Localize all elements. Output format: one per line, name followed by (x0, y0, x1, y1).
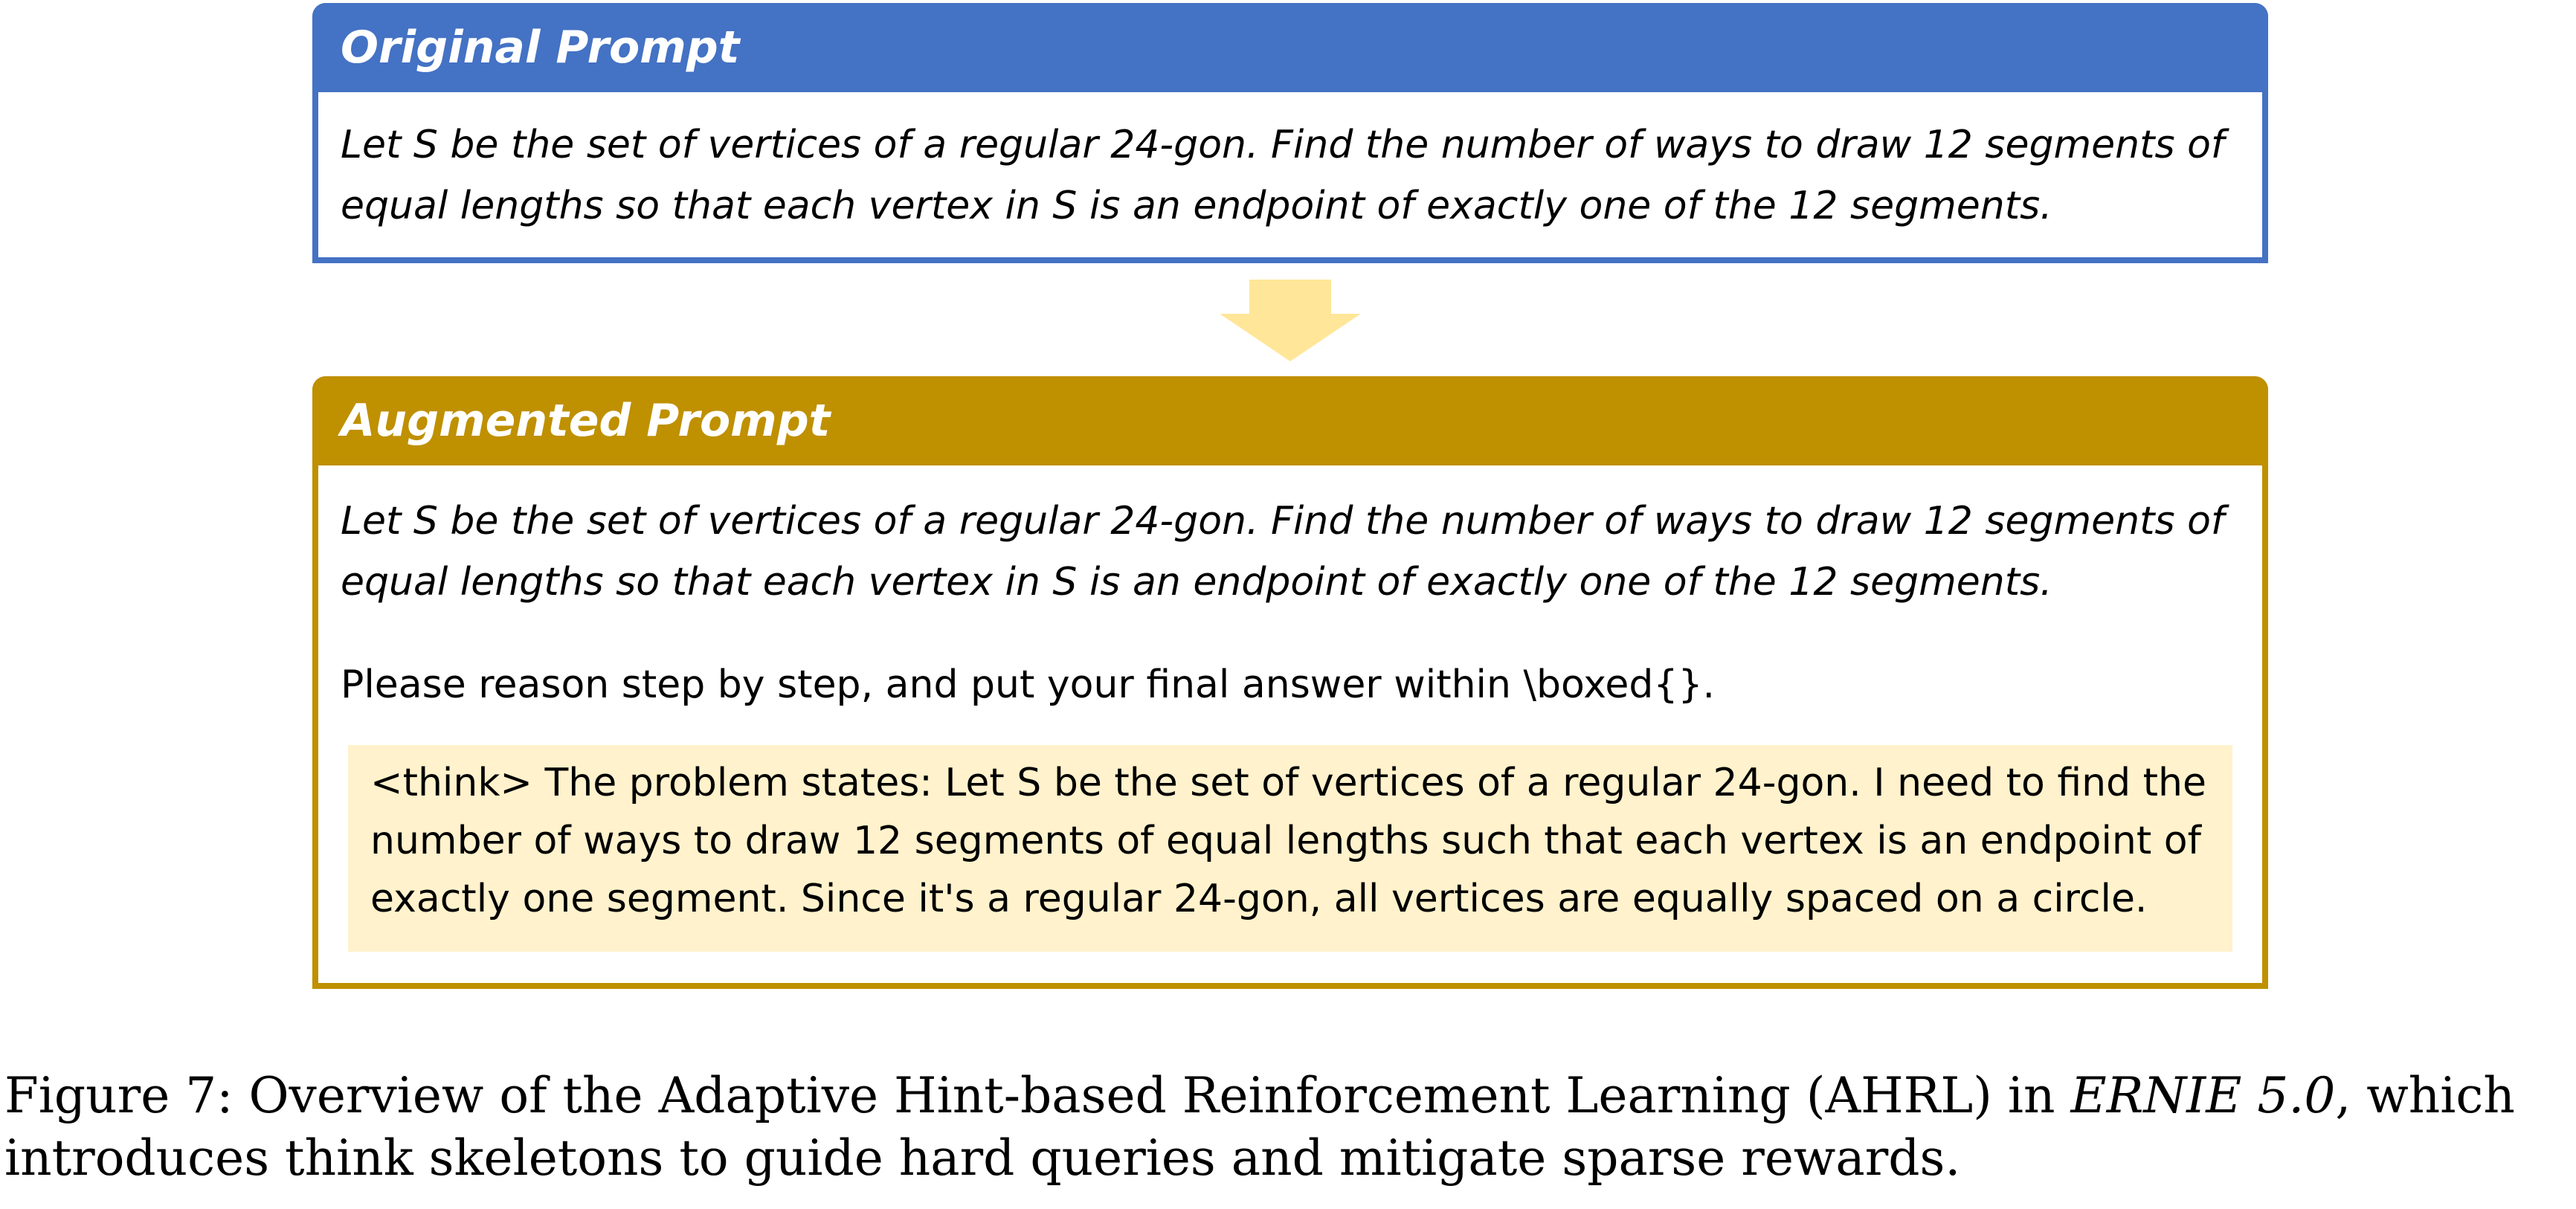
augmented-prompt-title: Augmented Prompt (312, 376, 2268, 465)
augmented-prompt-panel (312, 376, 2268, 989)
think-hint-box (348, 745, 2232, 952)
down-arrow-icon (1220, 280, 1361, 361)
original-prompt-title: Original Prompt (312, 3, 2268, 92)
augmented-instruction-text: Please reason step by step, and put your final answer within \boxed{}. (341, 662, 1716, 707)
figure-caption (4, 1065, 2570, 1190)
original-prompt-panel (312, 3, 2268, 263)
original-prompt-text: Let S be the set of vertices of a regular 24-gon. Find the number of ways to draw 12 segments of equal lengths so that each vertex in S is an endpoint of exactly one of the 12 segments. (341, 123, 2225, 228)
augmented-problem-text: Let S be the set of vertices of a regular 24-gon. Find the number of ways to draw 12 segments of equal lengths so that each vertex in S is an endpoint of exactly one of the 12 segments. (341, 499, 2225, 604)
caption-model-name: ERNIE 5.0 (2070, 1067, 2336, 1124)
caption-suffix: , which introduces think skeletons to guide hard queries and mitigate sparse rewards. (4, 1067, 2515, 1187)
caption-prefix: Figure 7: Overview of the Adaptive Hint-based Reinforcement Learning (AHRL) in (4, 1067, 2071, 1124)
think-hint-text: <think> The problem states: Let S be the set of vertices of a regular 24-gon. I need to find the number of ways to draw 12 segments of equal lengths such that each vertex is an endpoint of exactly one segment. Since it's a regular 24-gon, all vertices are equally spaced on a circle. (370, 761, 2206, 921)
